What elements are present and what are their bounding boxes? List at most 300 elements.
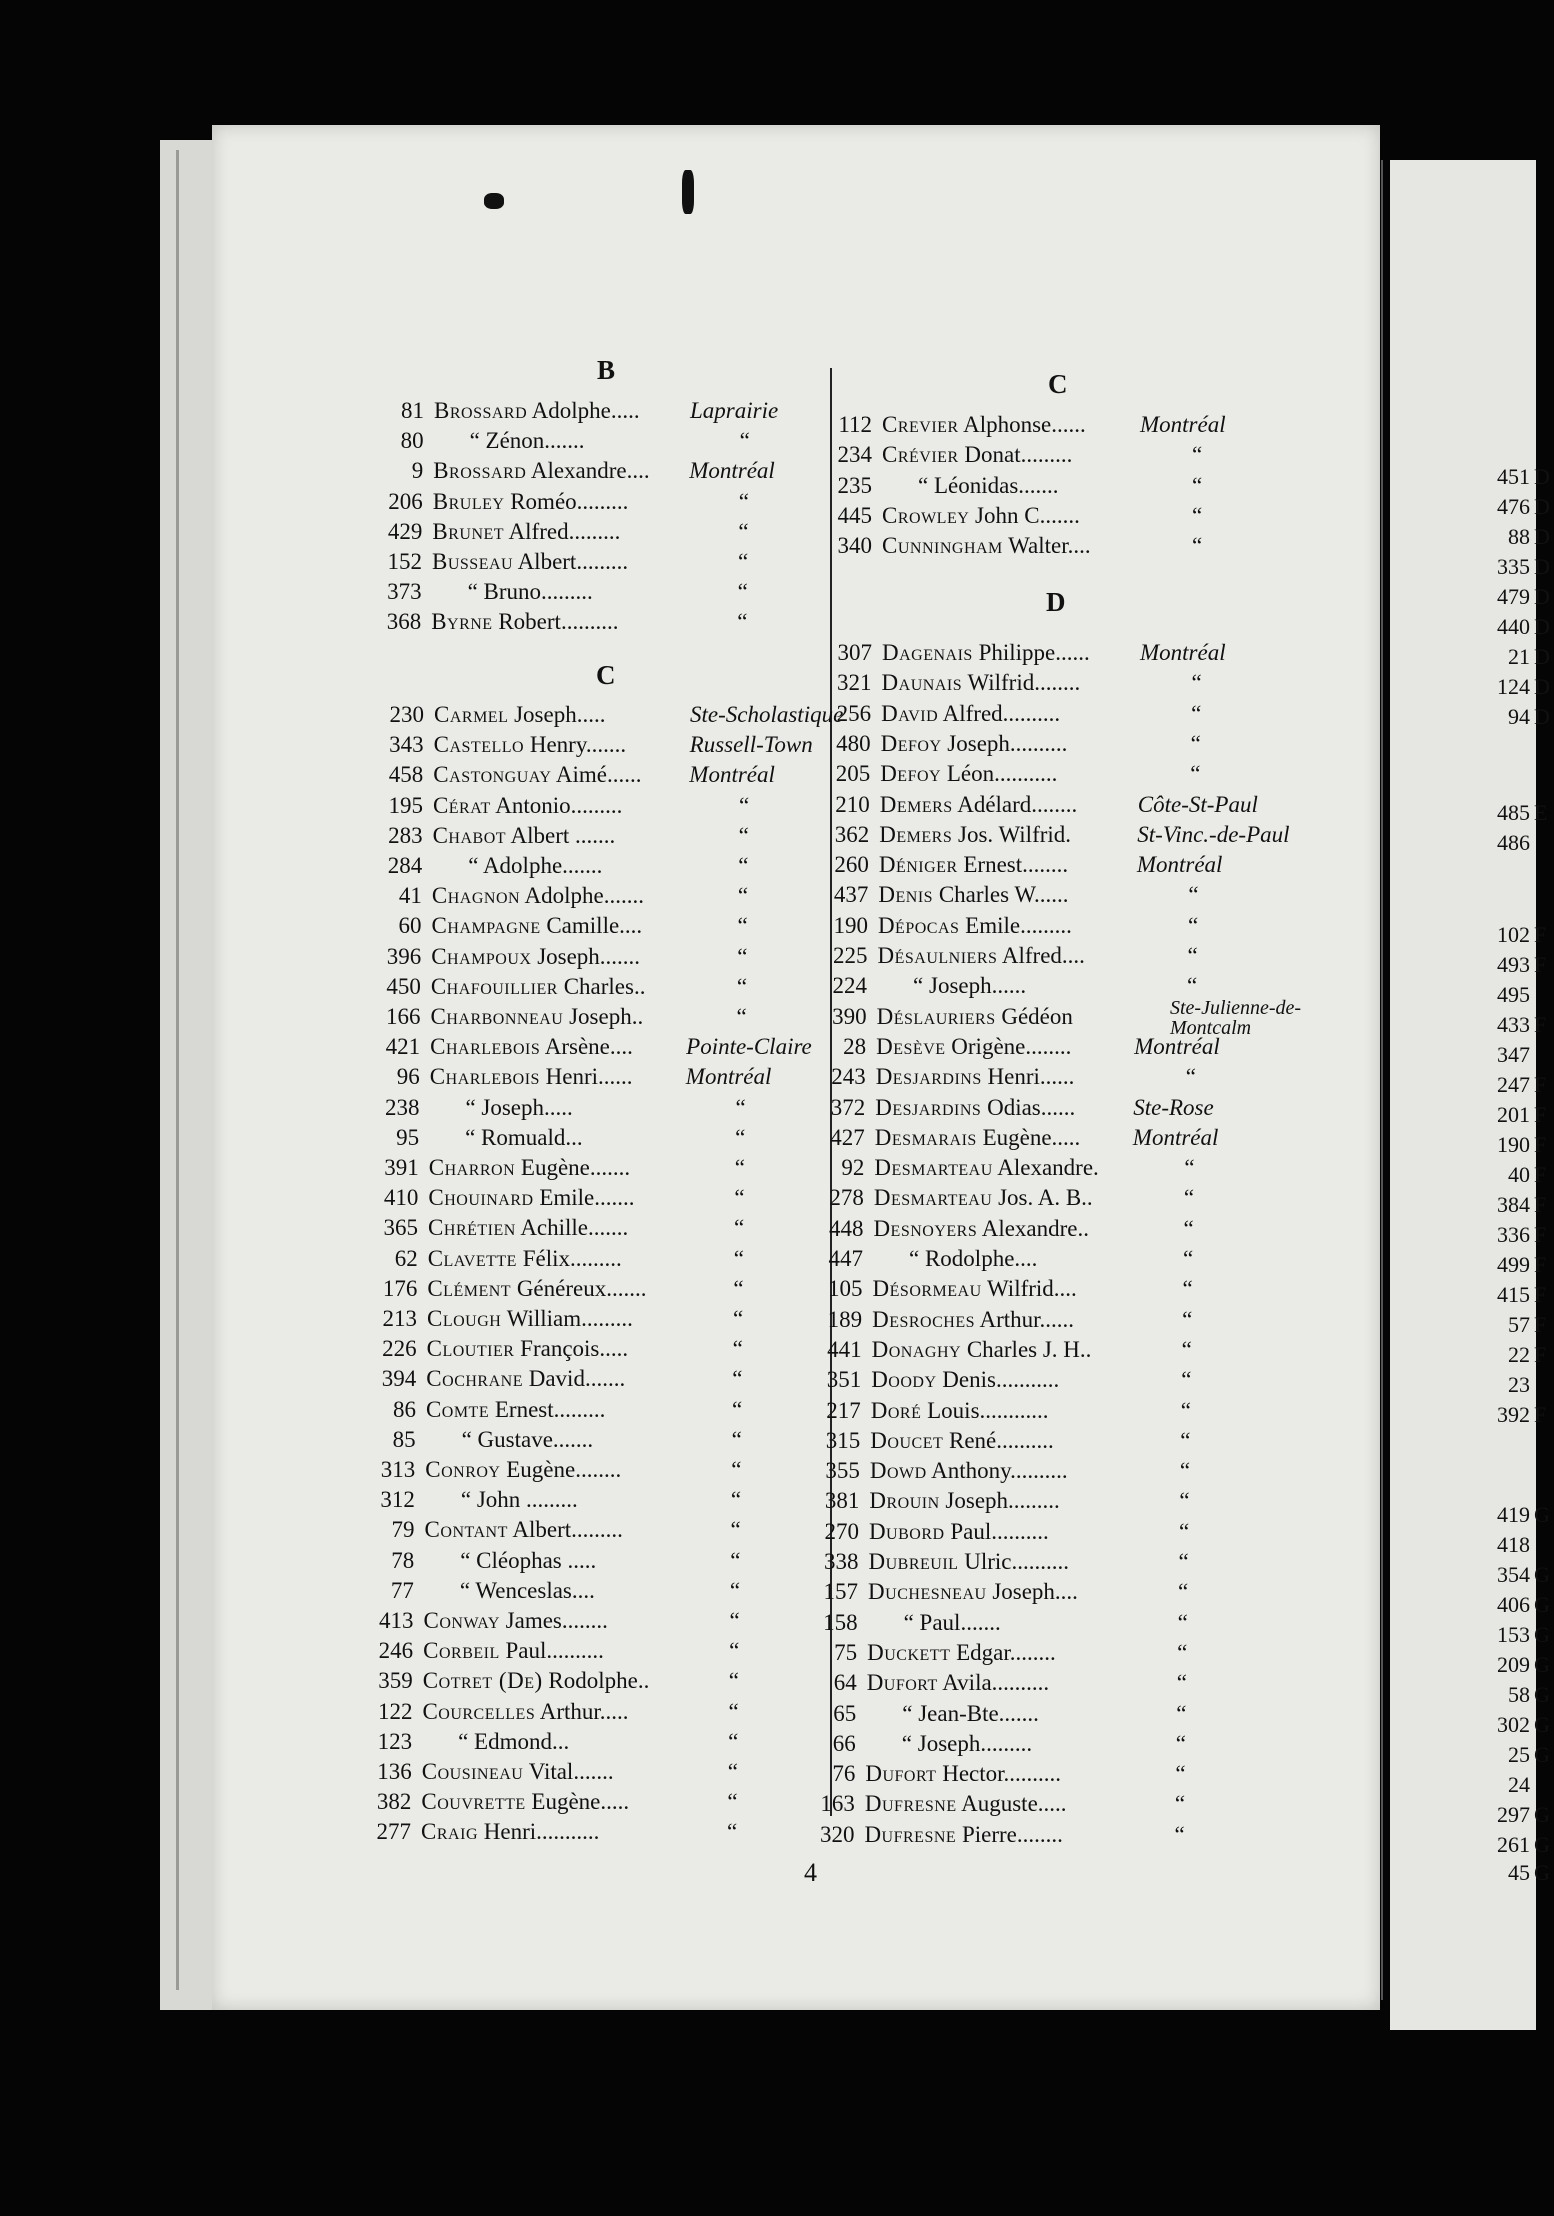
entry-surname: Chrétien [428,1215,516,1241]
edge-letter: F [1534,1252,1547,1277]
edge-letter: F [1534,1402,1547,1427]
entry-given: Arthur..... [539,1698,629,1724]
entry-place: “ [738,792,750,818]
entry-surname: Brossard [434,398,528,423]
entry-surname: Denis [878,882,934,908]
entry-place: Montréal [689,762,775,788]
edge-number: 21 [1508,644,1530,669]
entry-number: 75 [834,1639,858,1665]
entry-place: “ [729,1577,741,1603]
entry-number: 65 [833,1700,857,1726]
entry-given: Léon........... [946,761,1058,787]
entry-place: “ [1191,700,1202,726]
entry-place: “ [1178,1549,1189,1574]
entry-place: “ [1185,1064,1196,1090]
entry-surname: Doré [870,1397,922,1423]
entry-place: “ [1177,1639,1188,1665]
entry-place: “ [1183,1246,1194,1271]
page-number: 4 [804,1858,817,1887]
entry-place: “ [1180,1397,1191,1423]
entry-given: Joseph......... [945,1488,1060,1514]
entry-number: 260 [834,852,869,878]
edge-number: 22 [1508,1342,1530,1367]
entry-number: 77 [390,1577,414,1603]
entry-surname: Chafouillier [430,973,558,999]
entry-number: 96 [396,1064,420,1090]
entry-number: 450 [386,973,421,999]
edge-letter: G [1534,1802,1550,1827]
edge-letter: D [1534,494,1550,519]
entry-given: “ Joseph...... [913,973,1027,999]
entry-given: Robert.......... [498,609,619,635]
entry-number: 81 [401,398,424,423]
entry-surname: Demers [879,821,953,847]
entry-given: Alexandre. [997,1155,1099,1181]
entry-place: “ [738,853,749,878]
edge-number: 384 [1497,1192,1530,1217]
edge-number: 347 [1497,1042,1530,1067]
entry-place: “ [1187,943,1198,968]
entry-place: “ [731,1396,743,1422]
entry-given: Paul.......... [950,1518,1049,1544]
edge-number: 479 [1497,584,1530,609]
entry-given: Joseph.......... [947,730,1068,756]
ink-blot [484,193,504,209]
entry-place: “ [1177,1609,1188,1635]
edge-number: 419 [1497,1502,1530,1527]
entry-number: 166 [386,1004,421,1029]
entry-number: 78 [391,1547,415,1573]
entry-surname: Daunais [881,670,963,696]
edge-number: 57 [1508,1312,1530,1337]
edge-number: 297 [1497,1802,1530,1827]
entry-number: 410 [383,1185,419,1211]
entry-place: “ [733,1245,744,1271]
entry-surname: Doucet [870,1427,944,1453]
entry-place: “ [732,1336,743,1362]
entry-number: 79 [391,1517,415,1543]
entry-surname: Dufort [866,1670,938,1696]
entry-place: “ [727,1819,738,1845]
entry-given: Arthur...... [979,1306,1075,1332]
entry-given: “ Rodolphe.... [909,1246,1038,1271]
entry-number: 313 [380,1457,416,1482]
edge-letter: F [1534,1162,1547,1187]
entry-place: Ste-Julienne-de-Montcalm [1170,996,1302,1039]
entry-number: 321 [837,670,872,696]
entry-number: 230 [389,702,424,727]
entry-number: 447 [828,1246,863,1271]
entry-given: Charles W...... [938,882,1069,908]
entry-place: “ [1187,912,1199,938]
entry-given: Wilfrid........ [967,670,1081,696]
entry-place: “ [729,1638,740,1664]
entry-given: “ Edmond... [458,1728,570,1754]
entry-number: 390 [832,1003,867,1029]
entry-surname: Charlebois [429,1064,540,1090]
edge-number: 201 [1497,1102,1530,1127]
entry-given: Charles.. [563,973,646,999]
edge-number: 451 [1497,464,1530,489]
edge-number: 247 [1497,1072,1530,1097]
entry-given: Joseph....... [537,943,641,969]
entry-place: “ [1176,1670,1187,1696]
entry-given: Antonio......... [495,792,623,818]
entry-place: “ [737,943,748,969]
entry-place: “ [736,1004,747,1029]
entry-place: “ [1190,730,1201,756]
entry-place: “ [1183,1185,1195,1211]
edge-letter: D [1534,674,1550,699]
entry-surname: Chouinard [428,1185,534,1211]
entry-number: 441 [827,1336,862,1362]
entry-place: “ [1179,1458,1191,1484]
entry-given: Denis........... [942,1367,1060,1393]
entry-surname: Desève [876,1033,946,1059]
entry-place: Russell-Town [689,732,813,758]
entry-number: 190 [833,912,868,938]
entry-place: “ [1181,1367,1192,1393]
entry-place: St-Vinc.-de-Paul [1137,821,1290,847]
entry-number: 136 [377,1759,412,1784]
entry-surname: Duchesneau [868,1579,987,1605]
entry-place: “ [733,1306,744,1331]
entry-surname: Brunet [432,518,505,544]
edge-letter: F [1534,1102,1547,1127]
edge-letter: D [1534,524,1550,549]
entry-number: 278 [829,1185,864,1211]
entry-number: 205 [835,761,871,787]
entry-surname: Dufort [865,1761,937,1787]
entry-given: Joseph..... [514,702,606,727]
entry-place: “ [729,1608,740,1633]
entry-surname: Conroy [425,1457,501,1482]
entry-given: “ Paul....... [903,1609,1001,1635]
entry-place: “ [1184,1155,1195,1181]
entry-number: 256 [836,700,872,726]
entry-place: “ [735,1094,746,1120]
entry-given: Hector.......... [942,1761,1062,1787]
entry-surname: Dufresne [864,1791,957,1817]
entry-number: 381 [824,1488,860,1514]
entry-number: 445 [837,502,872,528]
entry-number: 480 [836,730,871,756]
entry-number: 270 [824,1518,859,1544]
entry-surname: Désaulniers [877,943,998,968]
entry-place: “ [1176,1700,1187,1726]
edge-number: 354 [1497,1562,1530,1587]
entry-number: 307 [837,640,872,665]
entry-given: Henri...... [987,1064,1075,1090]
entry-place: “ [730,1517,741,1543]
entry-number: 437 [833,882,869,908]
entry-given: Henri...... [545,1064,633,1090]
entry-number: 382 [376,1789,412,1815]
entry-place: “ [1192,502,1203,528]
entry-number: 152 [387,549,422,574]
entry-given: Henri........... [483,1819,600,1845]
entry-surname: Contant [424,1517,508,1543]
entry-given: Ernest......... [494,1396,606,1422]
entry-surname: Dubreuil [868,1549,959,1574]
entry-given: Avila.......... [942,1670,1050,1696]
entry-given: “ Joseph..... [465,1094,573,1120]
entry-surname: Champoux [431,943,532,969]
entry-surname: Crevier [882,412,959,437]
edge-number: 40 [1508,1162,1530,1187]
entry-surname: Déslauriers [876,1003,996,1029]
entry-surname: Cousineau [421,1759,524,1784]
entry-surname: Conway [423,1608,500,1633]
entry-number: 105 [828,1276,863,1302]
entry-place: “ [1182,1276,1193,1302]
entry-surname: Carmel [434,702,509,727]
edge-letter: F [1534,1312,1547,1337]
entry-place: “ [735,1124,746,1150]
entry-number: 226 [382,1336,417,1362]
edge-number: 23 [1508,1372,1530,1397]
entry-number: 340 [837,533,872,559]
entry-given: Alfred.......... [942,700,1061,726]
entry-surname: Defoy [880,761,942,787]
entry-surname: Busseau [432,549,514,574]
entry-number: 391 [384,1155,419,1180]
entry-given: John C....... [975,502,1080,528]
entry-surname: Champagne [431,913,541,939]
edge-number: 335 [1497,554,1530,579]
facing-page-edge [1390,160,1536,2030]
entry-given: Eugène..... [531,1789,630,1815]
edge-letter: G [1534,1682,1550,1707]
entry-given: Eugène....... [520,1155,631,1180]
entry-number: 163 [820,1791,855,1817]
entry-place: “ [737,883,749,909]
entry-place: Montréal [689,458,775,484]
entry-surname: Comte [425,1396,490,1422]
entry-place: “ [731,1457,742,1482]
entry-surname: Chabot [432,822,507,848]
entry-given: Walter.... [1008,533,1091,559]
entry-number: 195 [388,792,423,818]
entry-place: “ [1181,1336,1192,1362]
entry-surname: Castonguay [433,762,552,788]
entry-surname: Crévier [882,442,959,468]
entry-given: Auguste..... [961,1791,1067,1817]
entry-surname: Doody [871,1367,937,1393]
entry-number: 284 [387,853,423,878]
entry-given: Wilfrid.... [987,1276,1077,1302]
edge-number: 153 [1497,1622,1530,1647]
entry-surname: Donaghy [871,1336,962,1362]
entry-given: Camille.... [546,913,643,939]
entry-place: Ste-Scholastique [690,702,844,727]
entry-place: “ [1191,670,1202,696]
entry-number: 421 [385,1034,421,1060]
edge-letter: E [1534,800,1548,825]
edge-number: 433 [1497,1012,1530,1037]
binding-strip [160,140,216,2010]
edge-number: 45 [1508,1860,1530,1885]
entry-number: 359 [378,1668,413,1694]
entry-place: Montréal [1132,1124,1219,1150]
entry-number: 210 [835,791,870,817]
entry-given: “ John ......... [460,1487,578,1513]
entry-given: “ Gustave....... [461,1426,594,1452]
entry-surname: Déniger [878,852,958,878]
entry-surname: Craig [421,1819,478,1845]
entry-place: “ [738,518,749,544]
entry-given: Félix......... [522,1245,622,1271]
entry-number: 41 [398,883,422,909]
entry-given: Philippe...... [978,640,1090,665]
section-heading: C [1048,369,1068,399]
entry-given: Jos. A. B.. [998,1185,1093,1211]
edge-letter: G [1534,1832,1550,1857]
entry-given: Jos. Wilfrid. [958,821,1072,847]
column-divider [1381,160,1383,2000]
entry-place: “ [1175,1730,1187,1756]
entry-place: “ [733,1275,744,1301]
entry-given: “ Wenceslas.... [459,1577,595,1603]
entry-place: “ [728,1698,739,1724]
entry-place: “ [1190,761,1201,787]
entry-given: Alphonse...... [963,412,1086,437]
entry-surname: Desroches [872,1306,976,1332]
edge-letter: G [1534,1622,1550,1647]
entry-number: 206 [388,488,423,514]
entry-number: 283 [388,822,423,848]
edge-letter: D [1534,584,1550,609]
entry-place: “ [730,1487,742,1513]
entry-surname: Charbonneau [430,1004,564,1029]
entry-number: 246 [378,1638,414,1664]
entry-number: 427 [830,1124,865,1150]
entry-number: 365 [383,1215,419,1241]
entry-place: “ [1187,973,1198,999]
entry-number: 320 [819,1821,855,1847]
edge-number: 88 [1508,524,1530,549]
entry-given: Adolphe....... [524,883,645,909]
entry-number: 92 [841,1155,865,1181]
entry-place: Montréal [685,1064,772,1090]
entry-given: Emile....... [539,1185,635,1211]
edge-number: 94 [1508,704,1530,729]
entry-number: 351 [826,1367,862,1393]
entry-number: 448 [828,1215,864,1241]
entry-given: Alexandre.. [981,1215,1090,1241]
entry-given: Achille....... [520,1215,629,1241]
edge-letter: G [1534,1562,1550,1587]
entry-given: Pierre........ [961,1821,1063,1847]
entry-place: “ [738,488,750,514]
entry-number: 372 [830,1094,866,1120]
entry-place: “ [738,549,749,574]
entry-place: Côte-St-Paul [1137,791,1258,817]
entry-number: 413 [379,1608,414,1633]
entry-given: Paul.......... [505,1638,604,1664]
entry-place: “ [731,1426,742,1452]
entry-given: Anthony.......... [931,1458,1068,1484]
entry-place: “ [1192,442,1203,468]
entry-number: 394 [381,1366,417,1392]
entry-surname: Defoy [880,730,942,756]
entry-place: “ [1174,1791,1186,1817]
entry-place: Laprairie [690,398,779,423]
edge-letter: F [1534,1222,1547,1247]
edge-number: 418 [1497,1532,1530,1557]
entry-surname: Desmarteau [873,1185,993,1211]
entry-surname: Clough [427,1306,502,1331]
entry-given: William......... [506,1306,633,1331]
entry-given: Eugène........ [506,1457,622,1482]
entry-surname: David [881,700,939,726]
entry-given: Ernest........ [963,852,1069,878]
edge-letter: G [1534,1592,1550,1617]
entry-place: “ [1183,1215,1194,1241]
entry-place: Montréal [1140,412,1226,437]
edge-letter: G [1534,1652,1550,1677]
edge-number: 415 [1497,1282,1530,1307]
edge-number: 302 [1497,1712,1530,1737]
entry-given: Origène........ [951,1033,1072,1059]
entry-surname: Charlebois [430,1034,541,1060]
entry-given: Albert ....... [510,822,616,848]
entry-number: 238 [384,1094,420,1120]
entry-surname: Chagnon [431,883,521,909]
entry-surname: Clavette [427,1245,517,1271]
entry-number: 158 [823,1609,858,1635]
entry-surname: Cloutier [426,1336,515,1362]
entry-number: 60 [398,913,422,939]
entry-number: 368 [386,609,422,635]
entry-place: “ [728,1728,739,1754]
entry-surname: Dépocas [877,912,960,938]
edge-number: 440 [1497,614,1530,639]
entry-place: “ [1192,533,1203,559]
entry-number: 355 [825,1458,860,1484]
edge-number: 486 [1497,830,1530,855]
entry-number: 28 [843,1033,867,1059]
edge-letter: G [1534,1860,1550,1885]
entry-surname: Byrne [431,609,493,635]
entry-place: “ [1175,1761,1186,1787]
entry-number: 213 [382,1306,417,1331]
entry-given: “ Léonidas....... [918,472,1059,498]
entry-place: “ [737,913,748,939]
entry-given: Adolphe..... [531,398,640,423]
edge-letter: D [1534,704,1550,729]
edge-number: 261 [1497,1832,1530,1857]
entry-given: Joseph.... [992,1579,1078,1605]
entry-given: “ Jean-Bte....... [902,1700,1039,1726]
entry-surname: Cérat [432,792,491,818]
entry-number: 66 [832,1730,856,1756]
entry-number: 225 [833,943,868,968]
entry-surname: Désormeau [872,1276,982,1302]
entry-place: “ [1180,1427,1191,1453]
entry-number: 235 [837,472,872,498]
entry-place: Ste-Rose [1133,1094,1214,1120]
entry-number: 9 [411,458,424,484]
entry-place: “ [730,1547,741,1573]
entry-number: 157 [823,1579,859,1605]
entry-place: “ [734,1215,745,1241]
entry-given: Emile......... [965,912,1072,938]
entry-number: 86 [392,1396,416,1422]
edge-number: 392 [1497,1402,1530,1427]
entry-place: “ [1178,1579,1189,1605]
entry-given: René.......... [949,1427,1054,1453]
